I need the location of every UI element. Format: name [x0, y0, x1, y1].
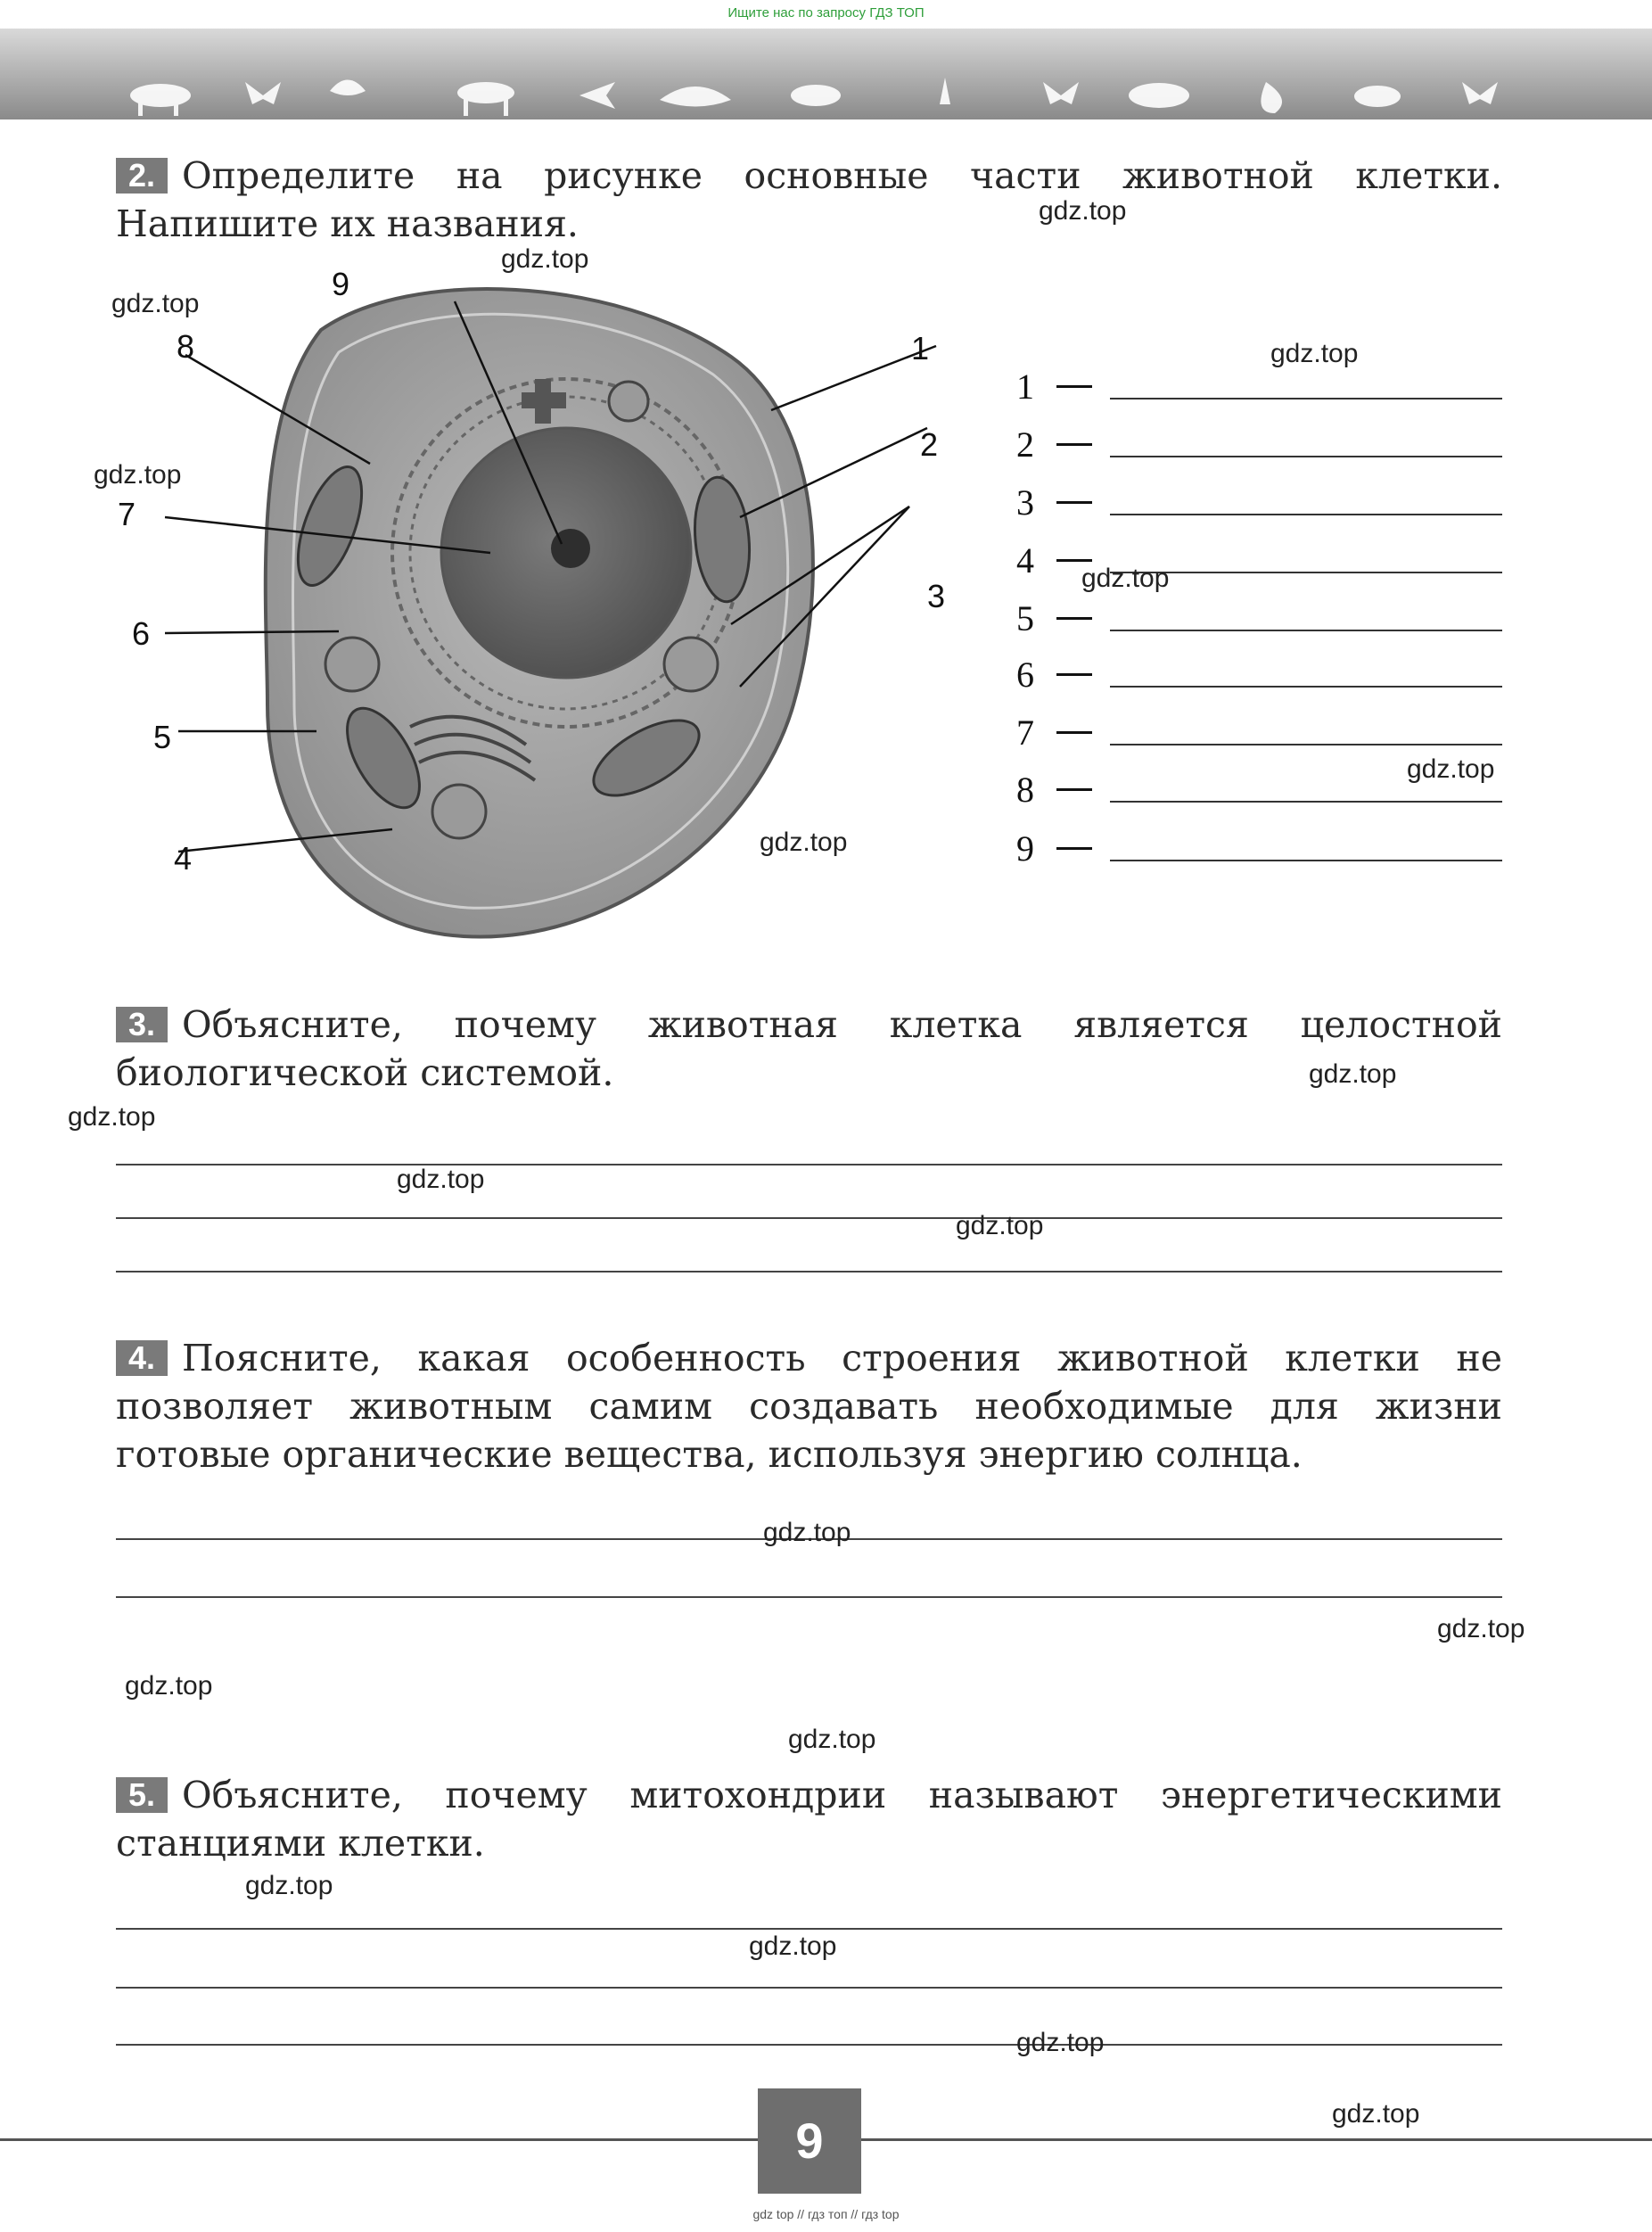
answer-line[interactable]	[116, 1164, 1502, 1165]
watermark: gdz.top	[68, 1102, 156, 1132]
task-number-badge: 2.	[116, 158, 168, 194]
answer-line[interactable]	[116, 1987, 1502, 1989]
answer-row[interactable]: 4	[1016, 539, 1507, 575]
bottom-link[interactable]: gdz top // гдз топ // гдз top	[752, 2207, 900, 2221]
diagram-label-5: 5	[153, 719, 172, 755]
watermark: gdz.top	[956, 1211, 1044, 1240]
answer-row[interactable]: 6	[1016, 654, 1507, 689]
task-number-badge: 3.	[116, 1007, 168, 1042]
task-5	[116, 1771, 1502, 1867]
task-5-text: Объясните, почему митохондрии называют энергетическими станциями клетки.	[116, 1774, 1502, 1865]
diagram-label-1: 1	[911, 330, 930, 367]
answer-line[interactable]	[116, 2044, 1502, 2046]
watermark: gdz.top	[1081, 564, 1170, 593]
watermark: gdz.top	[763, 1518, 851, 1547]
answer-row[interactable]: 7	[1016, 712, 1507, 747]
answer-row[interactable]: 1	[1016, 366, 1507, 401]
watermark: gdz.top	[1270, 339, 1359, 368]
diagram-label-9: 9	[332, 266, 350, 302]
answer-row[interactable]: 3	[1016, 482, 1507, 517]
task-2	[116, 152, 1502, 248]
task-2-text: Определите на рисунке основные части животной клетки. Напишите их названия.	[116, 154, 1502, 245]
watermark: gdz.top	[1039, 196, 1127, 226]
answer-row[interactable]: 9	[1016, 828, 1507, 863]
answer-row[interactable]: 5	[1016, 597, 1507, 633]
answer-line[interactable]	[116, 1928, 1502, 1930]
answer-row[interactable]: 8	[1016, 769, 1507, 804]
task-number-badge: 5.	[116, 1777, 168, 1813]
watermark: gdz.top	[111, 289, 200, 318]
watermark: gdz.top	[397, 1165, 485, 1194]
task-number-badge: 4.	[116, 1340, 168, 1376]
watermark: gdz.top	[749, 1931, 837, 1961]
watermark: gdz.top	[1407, 754, 1495, 784]
watermark: gdz.top	[760, 828, 848, 857]
watermark: gdz.top	[501, 244, 589, 274]
diagram-label-3: 3	[927, 578, 946, 614]
task-3	[116, 1001, 1502, 1097]
answer-line[interactable]	[116, 1217, 1502, 1219]
task-3-text: Объясните, почему животная клетка является целостной биологической системой.	[116, 1003, 1502, 1094]
watermark: gdz.top	[1332, 2099, 1420, 2129]
animal-silhouettes-decoration	[0, 29, 1652, 119]
top-search-link[interactable]: Ищите нас по запросу ГДЗ ТОП	[727, 5, 925, 21]
diagram-label-2: 2	[920, 426, 939, 463]
watermark: gdz.top	[1437, 1614, 1525, 1643]
watermark: gdz.top	[125, 1671, 213, 1701]
answer-line[interactable]	[116, 1271, 1502, 1272]
task-4	[116, 1334, 1502, 1478]
animal-cell-diagram	[116, 259, 1007, 963]
watermark: gdz.top	[1016, 2028, 1105, 2057]
watermark: gdz.top	[788, 1725, 876, 1754]
watermark: gdz.top	[1309, 1059, 1397, 1089]
diagram-label-8: 8	[177, 328, 195, 365]
header-band	[0, 29, 1652, 119]
diagram-label-4: 4	[174, 840, 193, 877]
answer-row[interactable]: 2	[1016, 424, 1507, 459]
answer-line[interactable]	[116, 1596, 1502, 1598]
task-4-text: Поясните, какая особенность строения животной клетки не позволяет животным самим создавать необходимые для жизни готовые органические вещества, используя энергию солнца.	[116, 1337, 1502, 1476]
diagram-label-7: 7	[118, 496, 136, 532]
page-number: 9	[758, 2088, 861, 2194]
diagram-label-6: 6	[132, 615, 151, 652]
watermark: gdz.top	[245, 1871, 333, 1900]
watermark: gdz.top	[94, 460, 182, 490]
